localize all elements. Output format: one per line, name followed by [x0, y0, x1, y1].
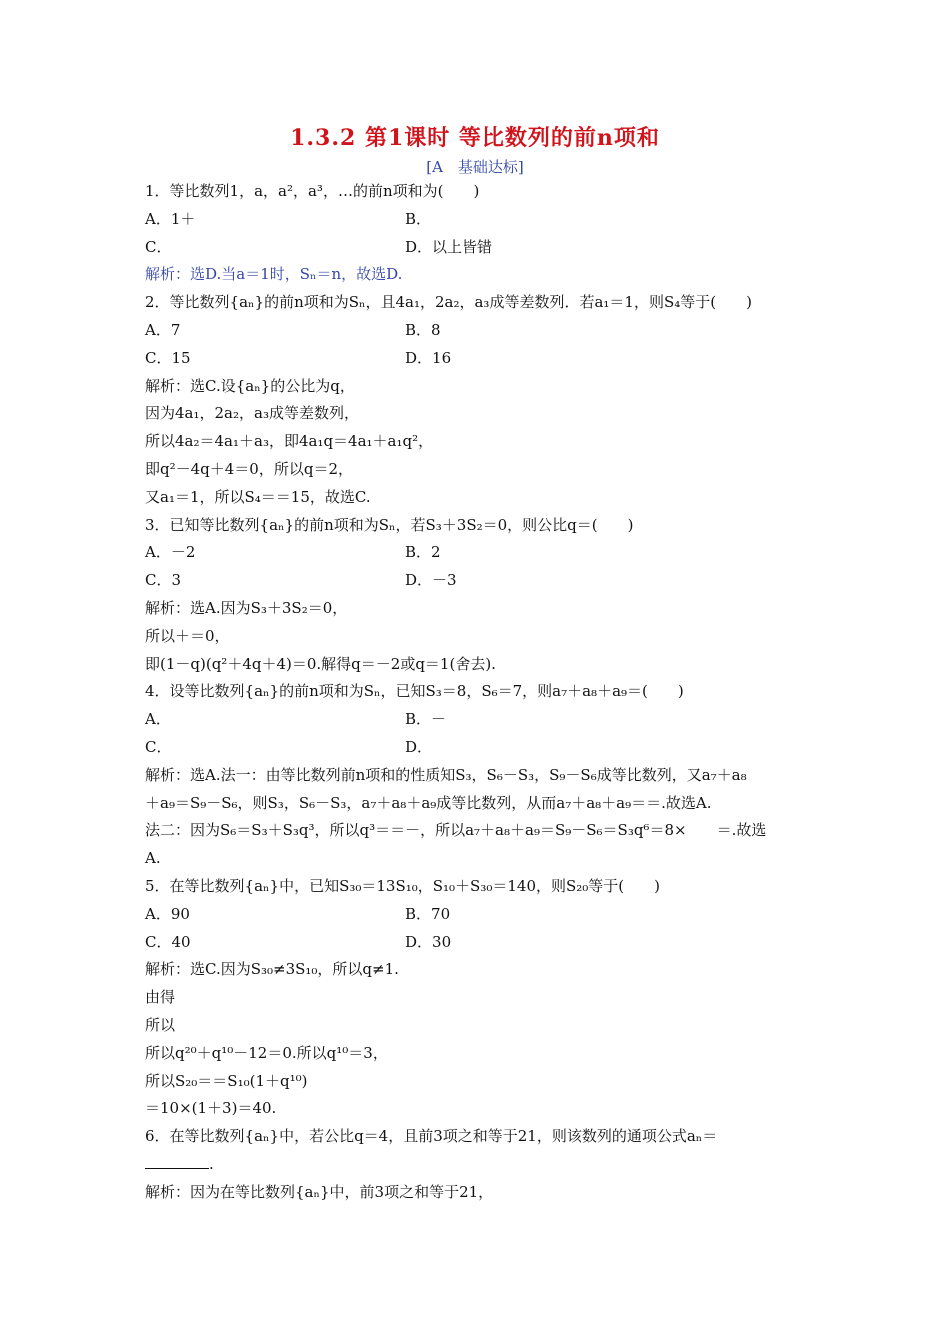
- blank-suffix: .: [209, 1154, 214, 1173]
- answer-line: 解析：选D.当a＝1时，Sₙ＝n，故选D.: [145, 265, 403, 284]
- option-right: D．16: [405, 348, 452, 367]
- text-line: 6．在等比数列{aₙ}中，若公比q＝4，且前3项之和等于21，则该数列的通项公式aₙ＝: [145, 1127, 718, 1146]
- section-label: [A 基础达标]: [426, 158, 524, 176]
- text-line: 因为4a₁，2a₂，a₃成等差数列，: [145, 404, 359, 423]
- option-right: D．以上皆错: [405, 237, 493, 256]
- document-body: [145, 180, 810, 1208]
- text-line: 解析：选A.法一：由等比数列前n项和的性质知S₃，S₆－S₃，S₉－S₆成等比数列，又a₇＋a₈: [145, 765, 747, 784]
- text-line: ＝10×(1＋3)＝40.: [145, 1099, 277, 1118]
- page-title: 1.3.2 第1课时 等比数列的前n项和: [290, 125, 660, 151]
- text-line: 法二：因为S₆＝S₃＋S₃q³，所以q³＝＝－，所以a₇＋a₈＋a₉＝S₉－S₆＝S₃q⁶＝8× ＝.故选: [145, 821, 767, 840]
- text-line: 解析：选A.因为S₃＋3S₂＝0，: [145, 598, 348, 617]
- option-right: B．70: [405, 904, 451, 923]
- option-left: C．3: [145, 571, 182, 590]
- text-line: 由得: [145, 988, 176, 1007]
- text-line: 所以4a₂＝4a₁＋a₃，即4a₁q＝4a₁＋a₁q²，: [145, 432, 434, 451]
- text-line: A.: [145, 849, 161, 868]
- option-left: C．40: [145, 932, 191, 951]
- option-row: [145, 236, 810, 264]
- option-right: D．: [405, 737, 433, 756]
- text-line: 4．设等比数列{aₙ}的前n项和为Sₙ，已知S₃＝8，S₆＝7，则a₇＋a₈＋a₉＝( ): [145, 682, 684, 701]
- option-right: B．8: [405, 320, 441, 339]
- option-left: C．: [145, 737, 172, 756]
- option-row: [145, 569, 810, 597]
- text-line: 又a₁＝1，所以S₄＝＝15，故选C.: [145, 487, 371, 506]
- text-line: 2．等比数列{aₙ}的前n项和为Sₙ，且4a₁，2a₂，a₃成等差数列．若a₁＝1，则S₄等于( ): [145, 293, 752, 312]
- option-left: A．－2: [145, 543, 196, 562]
- option-row: [145, 736, 810, 764]
- option-right: B．: [405, 209, 432, 228]
- text-line: 解析：选C.因为S₃₀≠3S₁₀，所以q≠1.: [145, 960, 399, 979]
- text-line: 所以＋＝0，: [145, 626, 230, 645]
- text-line: 所以q²⁰＋q¹⁰－12＝0.所以q¹⁰＝3，: [145, 1043, 388, 1062]
- option-right: D．30: [405, 932, 452, 951]
- text-line: 3．已知等比数列{aₙ}的前n项和为Sₙ，若S₃＋3S₂＝0，则公比q＝( ): [145, 515, 634, 534]
- fill-in-blank-line: [145, 1153, 810, 1181]
- option-left: C．15: [145, 348, 191, 367]
- option-row: [145, 347, 810, 375]
- option-row: [145, 541, 810, 569]
- option-row: [145, 208, 810, 236]
- text-line: 解析：因为在等比数列{aₙ}中，前3项之和等于21，: [145, 1182, 494, 1201]
- option-row: [145, 903, 810, 931]
- option-row: [145, 931, 810, 959]
- option-left: A．7: [145, 320, 181, 339]
- text-line: 1．等比数列1，a，a²，a³，…的前n项和为( ): [145, 182, 480, 200]
- option-row: [145, 319, 810, 347]
- option-right: B．2: [405, 543, 441, 562]
- answer-blank: [145, 1154, 209, 1169]
- option-row: [145, 708, 810, 736]
- text-line: 所以S₂₀＝＝S₁₀(1＋q¹⁰): [145, 1071, 308, 1090]
- option-left: A．: [145, 710, 171, 729]
- text-line: 解析：选C.设{aₙ}的公比为q，: [145, 376, 355, 395]
- text-line: 所以: [145, 1015, 176, 1034]
- option-right: D．－3: [405, 571, 457, 590]
- option-left: C．: [145, 237, 172, 256]
- text-line: 即(1－q)(q²＋4q＋4)＝0.解得q＝－2或q＝1(舍去).: [145, 654, 496, 673]
- option-left: A．90: [145, 904, 190, 923]
- text-line: 即q²－4q＋4＝0，所以q＝2，: [145, 459, 353, 478]
- option-left: A．1＋: [145, 209, 196, 228]
- option-right: B．－: [405, 710, 447, 729]
- text-line: ＋a₉＝S₉－S₆，则S₃，S₆－S₃，a₇＋a₈＋a₉成等比数列，从而a₇＋a₈＋a₉＝＝.故选A.: [145, 793, 712, 812]
- text-line: 5．在等比数列{aₙ}中，已知S₃₀＝13S₁₀，S₁₀＋S₃₀＝140，则S₂₀等于( ): [145, 876, 660, 895]
